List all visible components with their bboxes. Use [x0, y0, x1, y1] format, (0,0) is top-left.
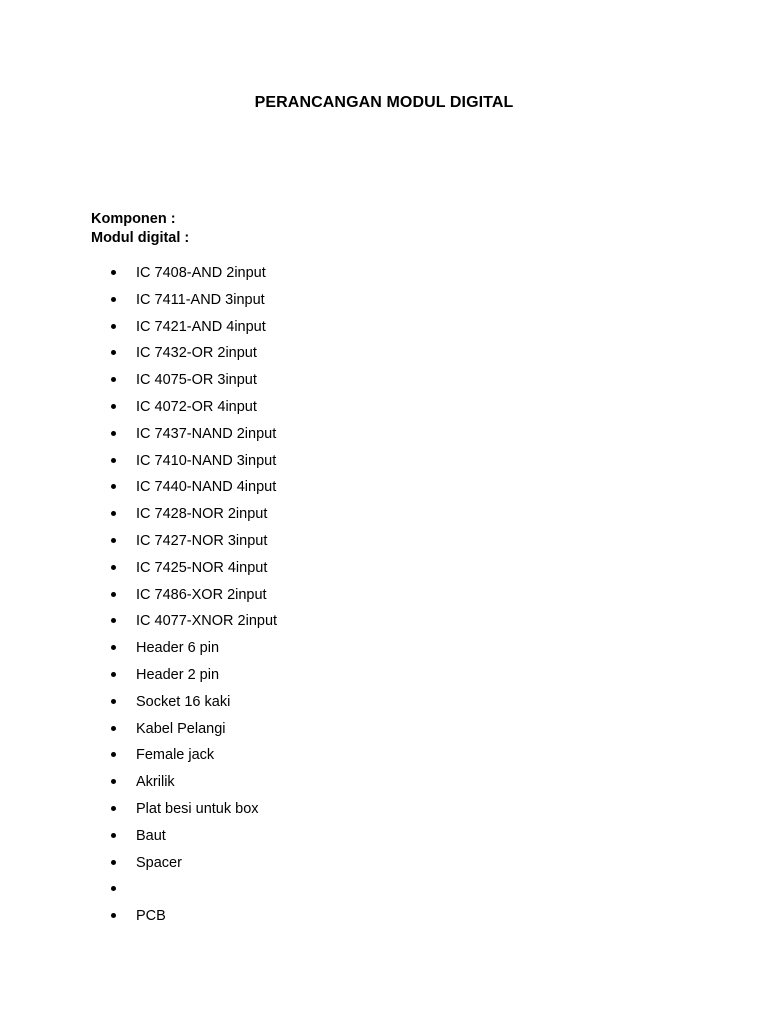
list-item-text: Female jack — [136, 747, 215, 764]
list-item — [0, 906, 400, 933]
list-item — [0, 424, 400, 451]
list-item-text: Socket 16 kaki — [136, 693, 231, 710]
list-item-text: IC 4075-OR 3input — [136, 372, 257, 389]
bullet-icon — [111, 592, 116, 597]
list-item-text: Header 6 pin — [136, 640, 220, 657]
bullet-icon — [111, 270, 116, 275]
list-item-text: IC 7428-NOR 2input — [136, 506, 268, 523]
list-item — [0, 317, 400, 344]
list-item-text: IC 7410-NAND 3input — [136, 452, 277, 469]
list-item — [0, 638, 400, 665]
list-item-text: IC 7486-XOR 2input — [136, 586, 267, 603]
bullet-icon — [111, 297, 116, 302]
list-item-text: PCB — [136, 908, 166, 925]
bullet-icon — [111, 833, 116, 838]
bullet-icon — [111, 779, 116, 784]
bullet-icon — [111, 860, 116, 865]
bullet-icon — [111, 484, 116, 489]
list-item — [0, 799, 400, 826]
list-item — [0, 290, 400, 317]
bullet-icon — [111, 404, 116, 409]
list-item — [0, 263, 400, 290]
bullet-icon — [111, 565, 116, 570]
bullet-icon — [111, 458, 116, 463]
bullet-icon — [111, 726, 116, 731]
list-item — [0, 611, 400, 638]
list-item — [0, 370, 400, 397]
list-item — [0, 826, 400, 853]
list-item — [0, 343, 400, 370]
list-item — [0, 879, 400, 906]
list-item-text: IC 7440-NAND 4input — [136, 479, 277, 496]
list-item — [0, 665, 400, 692]
component-list — [0, 263, 400, 933]
list-item-text: Spacer — [136, 854, 182, 871]
list-item — [0, 853, 400, 880]
list-item — [0, 451, 400, 478]
bullet-icon — [111, 645, 116, 650]
bullet-icon — [111, 431, 116, 436]
bullet-icon — [111, 699, 116, 704]
list-item — [0, 585, 400, 612]
list-item-text: IC 7408-AND 2input — [136, 265, 266, 281]
list-item — [0, 719, 400, 746]
list-item — [0, 692, 400, 719]
bullet-icon — [111, 618, 116, 623]
list-item-text: IC 7432-OR 2input — [136, 345, 257, 362]
bullet-icon — [111, 538, 116, 543]
list-item-text: IC 7411-AND 3input — [136, 291, 265, 308]
list-item-text: Baut — [136, 827, 166, 844]
list-item — [0, 531, 400, 558]
list-item-text: IC 4072-OR 4input — [136, 398, 257, 415]
modul-digital-label: Modul digital : — [91, 230, 190, 246]
list-item-text: IC 7437-NAND 2input — [136, 425, 277, 442]
list-item — [0, 558, 400, 585]
list-item-text: IC 4077-XNOR 2input — [136, 613, 278, 630]
bullet-icon — [111, 913, 116, 918]
bullet-icon — [111, 752, 116, 757]
list-item — [0, 504, 400, 531]
list-item-text: Kabel Pelangi — [136, 720, 226, 737]
bullet-icon — [111, 350, 116, 355]
list-item-text: Plat besi untuk box — [136, 800, 259, 817]
bullet-icon — [111, 377, 116, 382]
bullet-icon — [111, 886, 116, 891]
list-item — [0, 397, 400, 424]
list-item-text: IC 7425-NOR 4input — [136, 559, 268, 576]
list-item-text: IC 7421-AND 4input — [136, 318, 266, 335]
komponen-label: Komponen : — [91, 211, 176, 227]
list-item — [0, 772, 400, 799]
bullet-icon — [111, 672, 116, 677]
list-item-text: Header 2 pin — [136, 666, 220, 683]
list-item-text: IC 7427-NOR 3input — [136, 532, 268, 549]
page-title: PERANCANGAN MODUL DIGITAL — [254, 94, 514, 111]
bullet-icon — [111, 806, 116, 811]
list-item — [0, 745, 400, 772]
list-item-text: Akrilik — [136, 774, 175, 791]
list-item — [0, 477, 400, 504]
bullet-icon — [111, 324, 116, 329]
bullet-icon — [111, 511, 116, 516]
